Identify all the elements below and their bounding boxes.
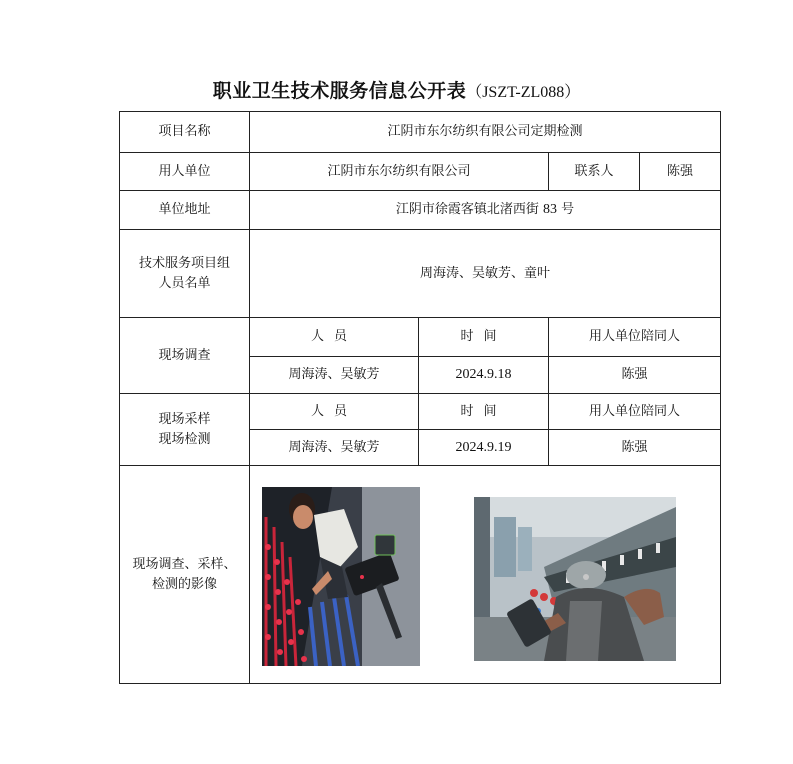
sampling-label (120, 394, 250, 466)
sampling-header-time: 时间 (419, 394, 549, 430)
site-photo-1 (262, 487, 420, 666)
site-photo-1-image (262, 487, 420, 666)
info-table (119, 111, 721, 684)
images-label-line2: 检测的影像 (151, 576, 217, 592)
project-label: 项目名称 (120, 112, 250, 153)
address-value (250, 191, 721, 230)
team-label-line1: 技术服务项目组 (138, 255, 230, 271)
title-code: （JSZT-ZL088） (466, 84, 581, 101)
site-photo-2 (474, 497, 676, 661)
employer-value: 江阴市东尔纺织有限公司 (250, 153, 549, 191)
sampling-companion: 陈强 (549, 430, 721, 466)
sampling-header-companion: 用人单位陪同人 (549, 394, 721, 430)
survey-personnel: 周海涛、吴敏芳 (250, 357, 419, 394)
sampling-personnel: 周海涛、吴敏芳 (250, 430, 419, 466)
team-value: 周海涛、吴敏芳、童叶 (250, 230, 721, 318)
sampling-label-line1: 现场采样 (158, 411, 211, 427)
employer-label: 用人单位 (120, 153, 250, 191)
team-label (120, 230, 250, 318)
images-label-line1: 现场调查、采样、 (132, 556, 237, 572)
sampling-time: 2024.9.19 (419, 430, 549, 466)
images-label (120, 466, 250, 684)
sampling-label-line2: 现场检测 (158, 431, 211, 447)
row-images (120, 466, 721, 684)
survey-companion: 陈强 (549, 357, 721, 394)
site-photo-2-image (474, 497, 676, 661)
address-suffix: 号 (557, 202, 575, 217)
sampling-header-personnel: 人员 (250, 394, 419, 430)
row-project (120, 112, 721, 153)
title-main: 职业卫生技术服务信息公开表 (212, 80, 467, 102)
survey-header-companion: 用人单位陪同人 (549, 318, 721, 357)
address-prefix: 江阴市徐霞客镇北渚西街 (395, 202, 543, 217)
contact-value: 陈强 (640, 153, 721, 191)
document-title (0, 76, 793, 103)
survey-label: 现场调查 (120, 318, 250, 394)
project-value: 江阴市东尔纺织有限公司定期检测 (250, 112, 721, 153)
address-number: 83 (543, 202, 557, 217)
row-employer (120, 153, 721, 191)
images-cell (250, 466, 721, 684)
survey-header-personnel: 人员 (250, 318, 419, 357)
contact-label: 联系人 (549, 153, 640, 191)
row-sampling-header (120, 394, 721, 430)
row-team (120, 230, 721, 318)
address-label: 单位地址 (120, 191, 250, 230)
row-survey-header (120, 318, 721, 357)
survey-header-time: 时间 (419, 318, 549, 357)
row-address (120, 191, 721, 230)
survey-time: 2024.9.18 (419, 357, 549, 394)
team-label-line2: 人员名单 (158, 275, 211, 291)
